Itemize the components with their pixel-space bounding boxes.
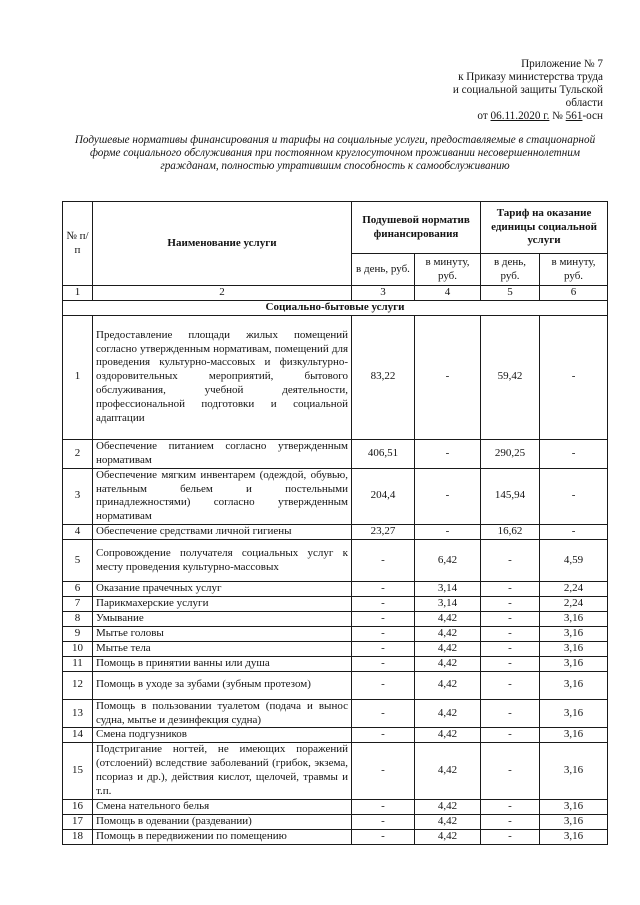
norm-per-minute: 4,42 xyxy=(415,799,481,814)
tariff-per-day: - xyxy=(481,540,540,582)
norm-per-day: 204,4 xyxy=(352,468,415,525)
row-number: 7 xyxy=(63,597,93,612)
table-row xyxy=(63,439,608,468)
row-number: 8 xyxy=(63,611,93,626)
norm-per-minute: 4,42 xyxy=(415,829,481,844)
header-tariff: Тариф на оказание единицы социальной услуги xyxy=(481,202,608,254)
column-number: 6 xyxy=(540,286,608,301)
row-number: 11 xyxy=(63,656,93,671)
tariff-per-minute: 3,16 xyxy=(540,728,608,743)
order-reference: к Приказу министерства труда xyxy=(458,71,603,83)
tariff-per-day: - xyxy=(481,799,540,814)
row-number: 1 xyxy=(63,315,93,439)
service-name: Обеспечение средствами личной гигиены xyxy=(93,525,352,540)
tariff-per-minute: 3,16 xyxy=(540,814,608,829)
table-row xyxy=(63,582,608,597)
column-number: 1 xyxy=(63,286,93,301)
column-number: 4 xyxy=(415,286,481,301)
row-number: 4 xyxy=(63,525,93,540)
table-row xyxy=(63,671,608,699)
table-row xyxy=(63,829,608,844)
norm-per-day: - xyxy=(352,699,415,728)
norm-per-minute: 4,42 xyxy=(415,656,481,671)
service-name: Смена подгузников xyxy=(93,728,352,743)
table-row xyxy=(63,626,608,641)
norm-per-day: 406,51 xyxy=(352,439,415,468)
service-name: Смена нательного белья xyxy=(93,799,352,814)
norm-per-minute: 4,42 xyxy=(415,641,481,656)
table-row xyxy=(63,540,608,582)
norm-per-day: 23,27 xyxy=(352,525,415,540)
row-number: 10 xyxy=(63,641,93,656)
row-number: 13 xyxy=(63,699,93,728)
header-norm: Подушевой норматив финансирования xyxy=(352,202,481,254)
tariff-per-day: - xyxy=(481,699,540,728)
norm-per-day: - xyxy=(352,728,415,743)
table-row xyxy=(63,597,608,612)
tariff-per-day: - xyxy=(481,611,540,626)
tariff-per-minute: 3,16 xyxy=(540,656,608,671)
ministry-name: и социальной защиты Тульской xyxy=(452,84,603,96)
service-name: Помощь в одевании (раздевании) xyxy=(93,814,352,829)
norm-per-minute: 3,14 xyxy=(415,582,481,597)
tariffs-table xyxy=(62,201,608,845)
tariff-per-day: - xyxy=(481,582,540,597)
norm-per-day: - xyxy=(352,829,415,844)
service-name: Парикмахерские услуги xyxy=(93,597,352,612)
norm-per-day: - xyxy=(352,626,415,641)
norm-per-day: - xyxy=(352,671,415,699)
norm-per-day: - xyxy=(352,799,415,814)
norm-per-day: - xyxy=(352,641,415,656)
order-date-line: от 06.11.2020 г. № 561-осн xyxy=(477,110,603,122)
tariff-per-minute: - xyxy=(540,439,608,468)
norm-per-minute: 4,42 xyxy=(415,743,481,800)
tariff-per-minute: - xyxy=(540,525,608,540)
norm-per-day: - xyxy=(352,743,415,800)
order-date: 06.11.2020 г. xyxy=(490,110,550,122)
row-number: 6 xyxy=(63,582,93,597)
tariff-per-day: - xyxy=(481,728,540,743)
norm-per-day: - xyxy=(352,611,415,626)
tariff-per-minute: 3,16 xyxy=(540,626,608,641)
section-heading: Социально-бытовые услуги xyxy=(63,300,608,315)
norm-per-day: 83,22 xyxy=(352,315,415,439)
table-row xyxy=(63,799,608,814)
norm-per-minute: - xyxy=(415,468,481,525)
norm-per-day: - xyxy=(352,656,415,671)
service-name: Мытье тела xyxy=(93,641,352,656)
tariff-per-minute: - xyxy=(540,315,608,439)
service-name: Обеспечение питанием согласно утвержденным нормативам xyxy=(93,439,352,468)
norm-per-minute: - xyxy=(415,439,481,468)
norm-per-minute: - xyxy=(415,315,481,439)
service-name: Подстригание ногтей, не имеющих поражений (отслоений) вследствие заболеваний (грибок, экзема, псориаз и др.), действия кислот, щелочей, травмы и т.п. xyxy=(93,743,352,800)
row-number: 16 xyxy=(63,799,93,814)
service-name: Мытье головы xyxy=(93,626,352,641)
tariff-per-minute: - xyxy=(540,468,608,525)
tariff-per-minute: 3,16 xyxy=(540,671,608,699)
table-row xyxy=(63,525,608,540)
table-row xyxy=(63,699,608,728)
row-number: 14 xyxy=(63,728,93,743)
table-row xyxy=(63,728,608,743)
header-tariff-per-day: в день, руб. xyxy=(481,254,540,286)
tariff-per-day: 290,25 xyxy=(481,439,540,468)
appendix-number: Приложение № 7 xyxy=(521,58,603,70)
tariff-per-minute: 3,16 xyxy=(540,611,608,626)
tariff-per-day: - xyxy=(481,597,540,612)
tariff-per-day: - xyxy=(481,743,540,800)
service-name: Сопровождение получателя социальных услуг к месту проведения культурно-массовых xyxy=(93,540,352,582)
column-number: 2 xyxy=(93,286,352,301)
tariff-per-minute: 2,24 xyxy=(540,582,608,597)
service-name: Помощь в принятии ванны или душа xyxy=(93,656,352,671)
norm-per-day: - xyxy=(352,814,415,829)
table-row xyxy=(63,641,608,656)
row-number: 12 xyxy=(63,671,93,699)
norm-per-day: - xyxy=(352,582,415,597)
header-norm-per-day: в день, руб. xyxy=(352,254,415,286)
document-header xyxy=(363,58,603,123)
table-row xyxy=(63,814,608,829)
header-norm-per-minute: в минуту, руб. xyxy=(415,254,481,286)
tariff-per-day: 59,42 xyxy=(481,315,540,439)
tariff-per-day: - xyxy=(481,641,540,656)
tariff-per-day: 16,62 xyxy=(481,525,540,540)
document-title: Подушевые нормативы финансирования и тарифы на социальные услуги, предоставляемые в стационарной форме социального обслуживания при постоянном круглосуточном проживании несовершеннолетним гражданам, полностью утратившим способность к самообслуживанию xyxy=(74,134,596,172)
norm-per-day: - xyxy=(352,540,415,582)
order-number: 561 xyxy=(565,110,583,122)
service-name: Помощь в уходе за зубами (зубным протезом) xyxy=(93,671,352,699)
table-row xyxy=(63,611,608,626)
table-row xyxy=(63,468,608,525)
tariff-per-minute: 4,59 xyxy=(540,540,608,582)
norm-per-minute: 4,42 xyxy=(415,671,481,699)
service-name: Помощь в передвижении по помещению xyxy=(93,829,352,844)
tariff-per-minute: 3,16 xyxy=(540,743,608,800)
tariff-per-minute: 3,16 xyxy=(540,829,608,844)
tariff-per-minute: 3,16 xyxy=(540,799,608,814)
service-name: Обеспечение мягким инвентарем (одеждой, обувью, нательным бельем и постельными принадлежностями) согласно утвержденным нормативам xyxy=(93,468,352,525)
region-name: области xyxy=(565,97,603,109)
row-number: 18 xyxy=(63,829,93,844)
column-number: 5 xyxy=(481,286,540,301)
service-name: Умывание xyxy=(93,611,352,626)
norm-per-day: - xyxy=(352,597,415,612)
row-number: 9 xyxy=(63,626,93,641)
header-num: № п/п xyxy=(63,202,93,286)
tariff-per-day: - xyxy=(481,829,540,844)
service-name: Оказание прачечных услуг xyxy=(93,582,352,597)
tariff-per-day: - xyxy=(481,814,540,829)
row-number: 3 xyxy=(63,468,93,525)
row-number: 2 xyxy=(63,439,93,468)
table-row xyxy=(63,315,608,439)
table-row xyxy=(63,656,608,671)
norm-per-minute: 4,42 xyxy=(415,626,481,641)
service-name: Предоставление площади жилых помещений согласно утвержденным нормативам, помещений для проведения культурно-массовых и физкультурно-оздоровительных мероприятий, бытового обслуживания, учебной деятельности, профессиональной подготовки и социальной адаптации xyxy=(93,315,352,439)
row-number: 15 xyxy=(63,743,93,800)
tariff-per-day: - xyxy=(481,671,540,699)
norm-per-minute: 4,42 xyxy=(415,728,481,743)
norm-per-minute: 6,42 xyxy=(415,540,481,582)
header-service-name: Наименование услуги xyxy=(93,202,352,286)
norm-per-minute: 3,14 xyxy=(415,597,481,612)
tariff-per-day: - xyxy=(481,626,540,641)
tariff-per-day: - xyxy=(481,656,540,671)
column-number: 3 xyxy=(352,286,415,301)
norm-per-minute: 4,42 xyxy=(415,699,481,728)
tariff-per-minute: 3,16 xyxy=(540,699,608,728)
tariff-per-minute: 2,24 xyxy=(540,597,608,612)
norm-per-minute: - xyxy=(415,525,481,540)
tariff-per-minute: 3,16 xyxy=(540,641,608,656)
header-tariff-per-minute: в минуту, руб. xyxy=(540,254,608,286)
row-number: 17 xyxy=(63,814,93,829)
row-number: 5 xyxy=(63,540,93,582)
norm-per-minute: 4,42 xyxy=(415,611,481,626)
service-name: Помощь в пользовании туалетом (подача и вынос судна, мытье и дезинфекция судна) xyxy=(93,699,352,728)
norm-per-minute: 4,42 xyxy=(415,814,481,829)
tariff-per-day: 145,94 xyxy=(481,468,540,525)
table-row xyxy=(63,743,608,800)
